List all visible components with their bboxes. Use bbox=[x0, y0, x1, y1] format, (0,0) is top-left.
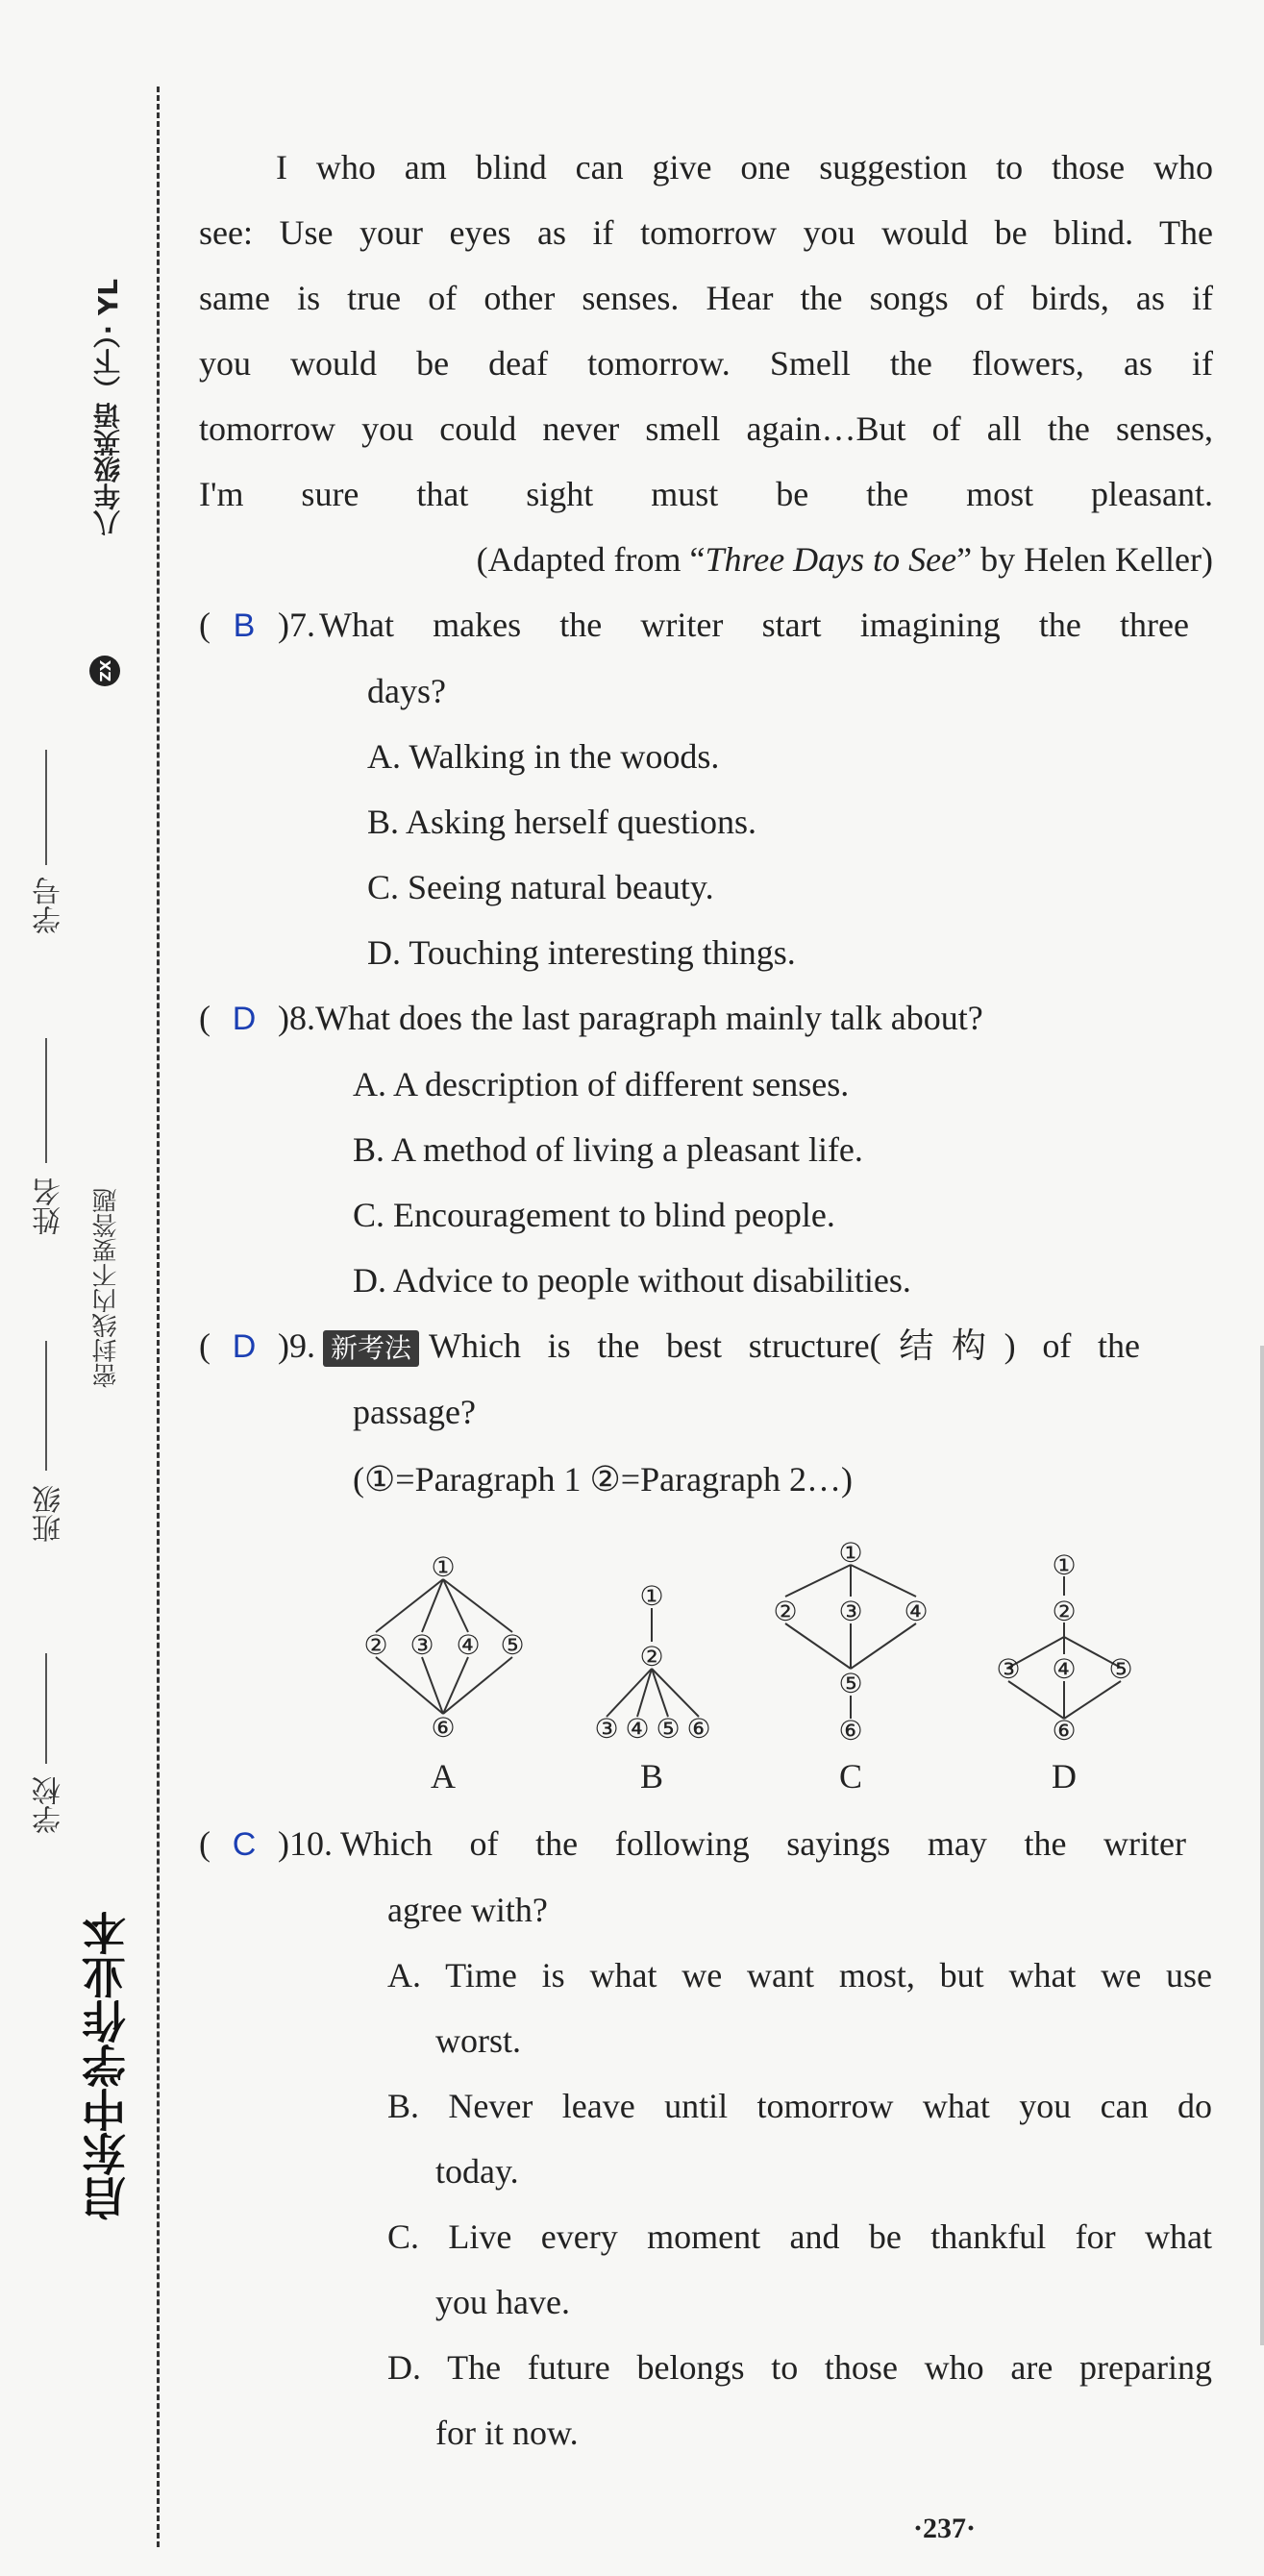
node-3: ③ bbox=[409, 1629, 434, 1661]
option-c-cont: you have. bbox=[435, 2283, 570, 2321]
series-title: 八年级英语（下）· YL bbox=[92, 279, 124, 537]
node-1: ① bbox=[1052, 1549, 1077, 1581]
node-4: ④ bbox=[456, 1629, 481, 1661]
question-10: ( C )10. Which of the following sayings may the writer agree with? A. Time is what we want most, but what we use worst. B. Never leave until tomorrow what you can do today. C. Live every moment and be thankful for what you have. D. The future belongs to those who are preparing for it now. bbox=[199, 1811, 1213, 2465]
question-10-block bbox=[199, 1811, 1213, 2465]
main-content bbox=[199, 135, 1213, 1514]
option-a: A. Time is what we want most, but what we use bbox=[387, 1956, 1212, 1994]
passage-line: you would be deaf tomorrow. Smell the flowers, as if bbox=[199, 344, 1213, 383]
node-5: ⑤ bbox=[656, 1713, 681, 1745]
answer-8: D bbox=[232, 1001, 257, 1037]
school-label: 学校 bbox=[33, 1776, 66, 1834]
passage bbox=[199, 135, 1213, 527]
question-stem: What makes the writer start imagining the three bbox=[319, 606, 1189, 644]
page-edge-shadow bbox=[1260, 1346, 1264, 2345]
node-1: ① bbox=[639, 1580, 664, 1612]
question-number: )9. bbox=[278, 1326, 315, 1365]
question-number: )7. bbox=[278, 606, 315, 644]
node-4: ④ bbox=[625, 1713, 650, 1745]
node-2: ② bbox=[1052, 1596, 1077, 1627]
structure-diagrams-svg bbox=[341, 1536, 1206, 1805]
answer-7: B bbox=[233, 607, 256, 644]
option-d: D. Advice to people without disabilities. bbox=[353, 1261, 911, 1300]
option-b-cont: today. bbox=[435, 2152, 519, 2191]
name-label: 姓名 bbox=[33, 1177, 66, 1235]
passage-line: I who am blind can give one suggestion to those who bbox=[276, 148, 1213, 186]
school-workbook-title: 启东中学作业本 bbox=[81, 1911, 133, 2220]
diagram-label-c: C bbox=[838, 1757, 863, 1796]
node-6: ⑥ bbox=[838, 1715, 863, 1746]
question-stem: Which is the best structure(结构) of the bbox=[429, 1326, 1141, 1365]
diagram-label-a: A bbox=[431, 1757, 456, 1796]
new-method-tag: 新考法 bbox=[323, 1330, 419, 1367]
question-stem-cont: agree with? bbox=[387, 1891, 548, 1929]
class-blank bbox=[45, 1341, 47, 1471]
option-c: C. Seeing natural beauty. bbox=[367, 868, 714, 906]
question-9: ( D )9. 新考法 Which is the best structure(结构) of the passage? (①=Paragraph 1 ②=Paragraph 2…) bbox=[199, 1313, 1213, 1514]
node-3: ③ bbox=[996, 1653, 1021, 1685]
option-c: C. Live every moment and be thankful for what bbox=[387, 2217, 1212, 2256]
question-stem: What does the last paragraph mainly talk about? bbox=[315, 999, 983, 1037]
passage-line: see: Use your eyes as if tomorrow you would be blind. The bbox=[199, 213, 1213, 252]
question-stem-cont: days? bbox=[367, 672, 446, 710]
student-id-blank bbox=[45, 750, 47, 865]
question-number: )10. bbox=[278, 1824, 333, 1863]
option-c: C. Encouragement to blind people. bbox=[353, 1196, 835, 1234]
question-stem-cont: passage? bbox=[353, 1393, 476, 1431]
seal-notice: 密封线内不要答题 bbox=[88, 1182, 124, 1394]
option-a: A. A description of different senses. bbox=[353, 1065, 850, 1103]
seal-dashed-line bbox=[157, 87, 160, 2547]
passage-line: I'm sure that sight must be the most pleasant. bbox=[199, 475, 1213, 513]
structure-diagrams bbox=[341, 1536, 1206, 1805]
node-5: ⑤ bbox=[838, 1668, 863, 1699]
node-2: ② bbox=[639, 1641, 664, 1672]
node-1: ① bbox=[431, 1551, 456, 1583]
paragraph-legend: (①=Paragraph 1 ②=Paragraph 2…) bbox=[353, 1460, 853, 1499]
name-blank bbox=[45, 1038, 47, 1163]
node-6: ⑥ bbox=[686, 1713, 711, 1745]
node-4: ④ bbox=[904, 1596, 929, 1627]
node-5: ⑤ bbox=[1108, 1653, 1133, 1685]
passage-source: (Adapted from “Three Days to See” by Helen Keller) bbox=[476, 540, 1213, 579]
option-b: B. Never leave until tomorrow what you can do bbox=[387, 2087, 1212, 2125]
node-2: ② bbox=[773, 1596, 798, 1627]
answer-9: D bbox=[232, 1328, 257, 1365]
option-b: B. Asking herself questions. bbox=[367, 803, 756, 841]
node-4: ④ bbox=[1052, 1653, 1077, 1685]
option-b: B. A method of living a pleasant life. bbox=[353, 1130, 863, 1169]
question-number: )8. bbox=[278, 999, 315, 1037]
diagram-label-d: D bbox=[1052, 1757, 1077, 1796]
node-6: ⑥ bbox=[431, 1712, 456, 1744]
option-a: A. Walking in the woods. bbox=[367, 737, 720, 776]
passage-line: same is true of other senses. Hear the songs of birds, as if bbox=[199, 279, 1213, 317]
node-6: ⑥ bbox=[1052, 1715, 1077, 1746]
question-stem: Which of the following sayings may the writer bbox=[340, 1824, 1186, 1863]
option-d: D. The future belongs to those who are preparing bbox=[387, 2348, 1212, 2387]
node-2: ② bbox=[363, 1629, 388, 1661]
binding-margin bbox=[0, 0, 183, 2576]
class-label: 班级 bbox=[33, 1485, 66, 1543]
option-a-cont: worst. bbox=[435, 2021, 521, 2060]
node-5: ⑤ bbox=[500, 1629, 525, 1661]
student-id-label: 学号 bbox=[33, 877, 66, 934]
node-1: ① bbox=[838, 1537, 863, 1569]
option-d-cont: for it now. bbox=[435, 2414, 579, 2452]
answer-10: C bbox=[232, 1826, 257, 1863]
option-d: D. Touching interesting things. bbox=[367, 933, 796, 972]
series-badge-icon: XZ bbox=[89, 656, 120, 686]
question-7: ( B )7. What makes the writer start imagining the three days? A. Walking in the woods. B. Asking herself questions. C. Seeing natural beauty. D. Touching interesting things. bbox=[199, 592, 1213, 985]
passage-line: tomorrow you could never smell again…But of all the senses, bbox=[199, 409, 1213, 448]
diagram-label-b: B bbox=[639, 1757, 664, 1796]
question-8: ( D )8. What does the last paragraph mainly talk about? A. A description of different senses. B. A method of living a pleasant life. C. Encouragement to blind people. D. Advice to people without disabilities. bbox=[199, 985, 1213, 1313]
node-3: ③ bbox=[838, 1596, 863, 1627]
node-3: ③ bbox=[594, 1713, 619, 1745]
page-number: ·237· bbox=[913, 2513, 977, 2544]
school-blank bbox=[45, 1653, 47, 1764]
